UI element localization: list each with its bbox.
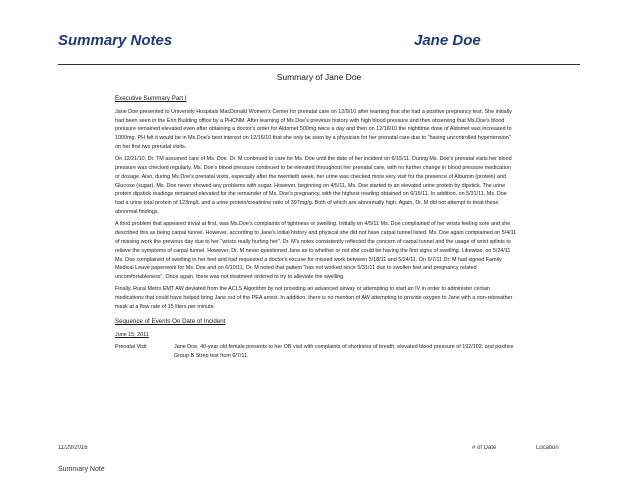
paragraph: A third problem that appeared trivial at first, was Ms.Doe's complaints of tightness or swelling. Initially on 4/5/11 Ms. Doe complained of her wrists feeling sore and she described this as being carpal tunnel. However, according to Jane's initial history and physical she did not have carpal tunnel listed. Ms. Doe again complained on 5/4/11 of missing work the previous day due to her "wrists really hurting her". Dr. M's notes consistently reflected the concern of carpal tunnel and the usage of wrist splints to relieve the symptoms of carpal tunnel. However, Dr. M never questioned Jane as to whether or not she could be having the first signs of swelling. Likewise, on 5/24/11 Ms. Doe complained of swelling in her feet and had requested a doctor's excuse for missed work between 5/18/11 and 5/24/11. On 6/7/11 Dr. M had signed Family Medical Leave paperwork for Ms. Doe and on 6/10/11, Dr. M noted that patient "has not worked since 5/31/11 due to swollen feet and pregnancy related uncomfortableness". Once again, there was not treatment ordered to try to alleviate the swelling. (115, 221, 517, 281)
event-row (115, 343, 517, 361)
event-text: Jane Doe, 40-year old female presents to her OB visit with complaints of shortness of breath, elevated blood pressure of 192/102, and positive Group B Strep test from 6/7/11. (174, 344, 514, 360)
page-footer (58, 445, 580, 455)
paragraph: Finally, Rural Metro EMT AW deviated from the ACLS Algorithm by not providing an advanced airway or attempting to start an IV in order to administer certain medications that could have helped bring Jane out of the PEA arrest. In addition, there is no mention of AW attempting to provide oxygen to Jane with a non-rebreather mask at a flow rate of 15 liters per minute. (115, 286, 513, 311)
sequence-heading: Sequence of Events On Date of Incident (115, 317, 226, 325)
header-title: Summary Notes (58, 32, 173, 49)
header-patient-name: Jane Doe (414, 32, 481, 49)
paragraph: Jane Doe presented to University Hospitals MacDonald Women's Center for prenatal care on 12/9/10 after learning that she had a positive pregnancy test. She initially had been seen in the Erin Building office by a PHCNM. After learning of Ms.Doe's previous history with high blood pressure and then observing that Ms.Doe's blood pressure remained elevated even after obtaining a doctor's order for Aldomet 500mg twice a day and then on 12/16/10 the nighttime dose of Aldomet was increased to 1000mg. PH felt it would be in Ms.Doe's best interest on 12/16/10 that she only be seen by a physician for her prenatal care due to "having uncontrolled hypertension" on her first two prenatal visits. (115, 108, 512, 150)
page-header (58, 32, 578, 52)
event-label: Prenatal Visit (115, 344, 147, 351)
document-body (115, 95, 517, 361)
paragraph: On 12/21/10, Dr. TM assumed care of Ms. Doe. Dr. M continued to care for Ms. Doe until the date of her incident on 6/15/11. During Ms. Doe's prenatal visits her blood pressure was checked regularly. Ms. Doe's blood pressure continued to be elevated throughout her prenatal care, with no further change in blood pressure medication or dosage. Also, during Ms.Doe's prenatal visits, especially after the twentieth week, her urine was checked more very visit for the presence of Albumin (protein) and Glucose (sugar). Ms. Doe never showed any problems with sugar. However, beginning on 4/5/11, Ms. Doe started to an elevated urine protein by dipstick. The urine protein dipstick readings remained elevated for the remainder of Ms. Doe's pregnancy, with the highest reading obtained on 6/15/11. In addition, on 5/31/11, Ms. Doe had a urine total protein of 123mg/L and a urine protein/creatinine ratio of 397mg/g. Both of which are abnormally high. Again, Dr. M did not attempt to treat these abnormal findings. (115, 156, 512, 216)
footer-date: 11/29/2016 (58, 445, 88, 451)
document-title: Summary of Jane Doe (276, 72, 362, 82)
incident-date: June 15, 2011 (115, 331, 149, 338)
header-divider (58, 64, 580, 65)
executive-summary-heading: Executive Summary Part I (115, 95, 187, 102)
footer-label: Summary Note (58, 466, 105, 473)
footer-location: Location (536, 445, 559, 451)
footer-page: # of Date (472, 445, 497, 451)
